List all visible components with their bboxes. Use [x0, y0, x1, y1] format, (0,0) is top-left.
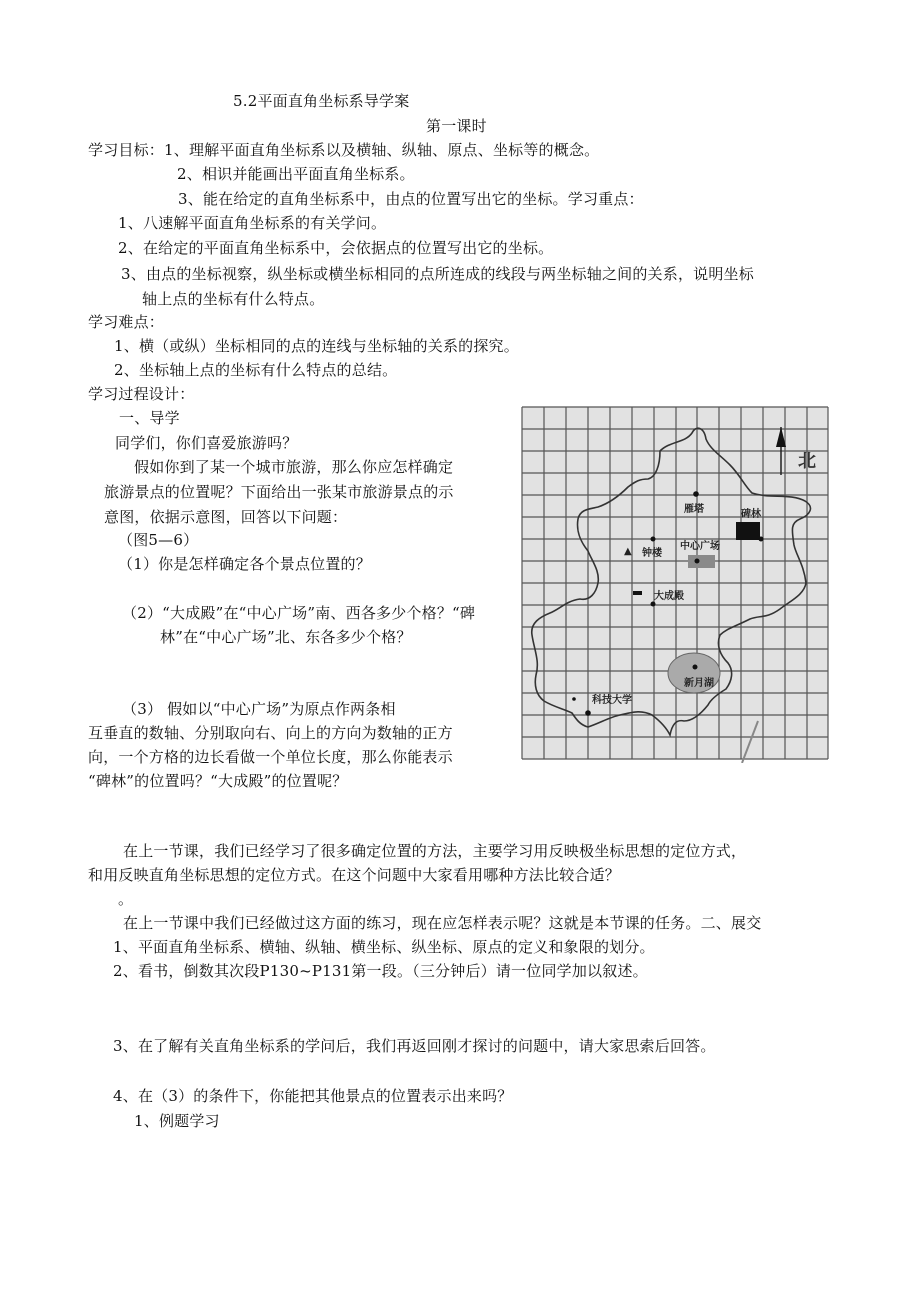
paragraph-2: 在上一节课中我们已经做过这方面的练习，现在应怎样表示呢？这就是本节课的任务。二、展交: [123, 914, 762, 932]
exchange-item-4: 4、在（3）的条件下，你能把其他景点的位置表示出来吗？: [113, 1087, 513, 1105]
difficulty-2: 2、坐标轴上点的坐标有什么特点的总结。: [114, 361, 398, 379]
zhonglou-dot: [651, 537, 656, 542]
question-3-line-4: “碑林”的位置吗？“大成殿”的位置呢？: [88, 772, 348, 790]
intro-line-3: 旅游景点的位置呢？下面给出一张某市旅游景点的示: [104, 483, 454, 501]
paragraph-period: 。: [118, 890, 134, 908]
beilin-dot: [759, 537, 764, 542]
exchange-item-1: 1、平面直角坐标系、横轴、纵轴、横坐标、纵坐标、原点的定义和象限的划分。: [113, 938, 655, 956]
key-point-1: 1、八速解平面直角坐标系的有关学问。: [118, 214, 387, 232]
paragraph-1-cont: 和用反映直角坐标思想的定位方式。在这个问题中大家看用哪种方法比较合适？: [88, 866, 621, 884]
objectives-line-2: 2、相识并能画出平面直角坐标系。: [177, 165, 415, 183]
yanta-label: 雁塔: [684, 504, 704, 515]
objectives-line-3: 3、能在给定的直角坐标系中，由点的位置写出它的坐标。学习重点：: [178, 190, 644, 208]
process-label: 学习过程设计：: [88, 385, 195, 403]
intro-line-2: 假如你到了某一个城市旅游，那么你应怎样确定: [134, 458, 454, 476]
intro-line-4: 意图，依据示意图，回答以下问题：: [104, 508, 348, 526]
objectives-line-1: 学习目标：1、理解平面直角坐标系以及横轴、纵轴、原点、坐标等的概念。: [88, 141, 600, 159]
intro-line-1: 同学们，你们喜爱旅游吗？: [115, 434, 298, 452]
section-1-heading: 一、导学: [119, 409, 180, 427]
key-point-3: 3、由点的坐标视察，纵坐标或横坐标相同的点所连成的线段与两坐标轴之间的关系，说明坐标: [121, 265, 754, 283]
key-point-3-cont: 轴上点的坐标有什么特点。: [142, 290, 325, 308]
keji-daxue-label: 科技大学: [592, 695, 632, 706]
example-heading: 1、例题学习: [134, 1112, 220, 1130]
keji-daxue-dot: [585, 710, 591, 716]
north-label: 北: [798, 451, 816, 472]
beilin-label: 碑林: [741, 509, 761, 520]
question-3-line-3: 向，一个方格的边长看做一个单位长度，那么你能表示: [88, 748, 453, 766]
center-square-marker: [688, 555, 715, 568]
question-1: （1）你是怎样确定各个景点位置的？: [118, 555, 371, 573]
difficulty-1: 1、横（或纵）坐标相同的点的连线与坐标轴的关系的探究。: [114, 337, 519, 355]
exchange-item-3: 3、在了解有关直角坐标系的学问后，我们再返回刚才探讨的问题中，请大家思索后回答。: [113, 1037, 716, 1055]
page-title: 5.2平面直角坐标系导学案: [233, 92, 410, 110]
figure-ref: （图5—6）: [118, 531, 199, 549]
yanta-dot: [693, 491, 699, 497]
exchange-item-2: 2、看书，倒数其次段P130~P131第一段。（三分钟后）请一位同学加以叙述。: [113, 962, 648, 980]
xinyuehu-dot: [693, 665, 698, 670]
difficulties-label: 学习难点：: [88, 313, 165, 331]
tourist-map-figure: [520, 405, 832, 763]
question-2: （2）“大成殿”在“中心广场”南、西各多少个格？“碑: [122, 604, 476, 622]
question-2-cont: 林”在“中心广场”北、东各多少个格？: [160, 628, 412, 646]
key-point-2: 2、在给定的平面直角坐标系中，会依据点的位置写出它的坐标。: [118, 239, 554, 257]
keji-daxue-icon: [572, 697, 576, 701]
question-3: （3） 假如以“中心广场”为原点作两条相: [122, 700, 396, 718]
dachengdian-dot: [651, 602, 656, 607]
paragraph-1: 在上一节课，我们已经学习了很多确定位置的方法，主要学习用反映极坐标思想的定位方式，: [123, 842, 747, 860]
center-square-dot: [695, 559, 700, 564]
lesson-subtitle: 第一课时: [426, 117, 487, 135]
dachengdian-icon: [633, 591, 642, 595]
objectives-label: 学习目标：: [88, 141, 165, 159]
center-square-label: 中心广场: [680, 541, 720, 552]
xinyuehu-label: 新月湖: [684, 678, 714, 689]
dachengdian-label: 大成殿: [654, 591, 684, 602]
beilin-marker: [736, 522, 760, 540]
zhonglou-label: 钟楼: [642, 548, 662, 559]
zhonglou-icon: ▲: [624, 546, 632, 557]
question-3-line-2: 互垂直的数轴、分别取向右、向上的方向为数轴的正方: [88, 724, 453, 742]
